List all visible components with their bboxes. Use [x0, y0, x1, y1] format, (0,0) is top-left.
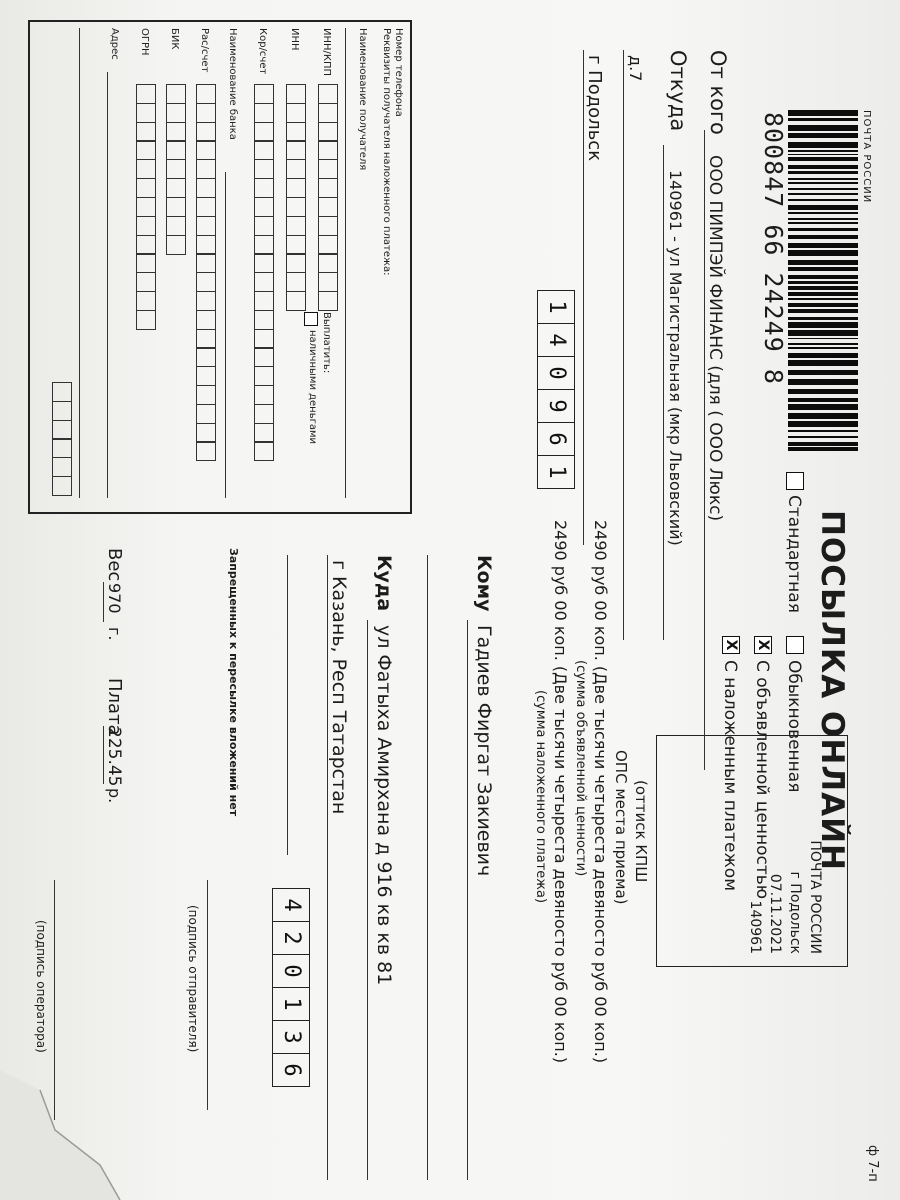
grid-cell[interactable]	[254, 103, 274, 123]
operator-signature-caption: (подпись оператора)	[34, 920, 48, 1053]
grid-cell[interactable]	[286, 291, 306, 311]
grid-cell[interactable]	[136, 197, 156, 217]
standard-label: Стандартная	[784, 495, 804, 613]
inn-label: ИНН	[289, 28, 300, 51]
grid-cell[interactable]	[318, 84, 338, 104]
weight-line	[103, 582, 104, 622]
grid-cell[interactable]	[286, 253, 306, 273]
stamp-index: 140961	[747, 900, 763, 954]
raschet-grid[interactable]	[196, 84, 216, 460]
recipient-name-line	[345, 28, 346, 498]
torn-corner	[0, 1070, 160, 1200]
phone-label: Номер телефона	[393, 28, 404, 117]
grid-cell[interactable]	[136, 216, 156, 236]
grid-cell[interactable]	[166, 159, 186, 179]
barcode-number: 800847 66 24249 8	[759, 112, 788, 385]
grid-cell[interactable]	[286, 235, 306, 255]
origin-address-1: 140961 - ул Магистральная (мкр Львовский)	[666, 170, 685, 546]
grid-cell[interactable]	[136, 159, 156, 179]
from-postcode-digit: 6	[538, 423, 574, 456]
sender-signature-caption: (подпись отправителя)	[186, 905, 200, 1053]
origin-label: Откуда	[666, 50, 690, 132]
standard-checkbox[interactable]	[786, 472, 804, 490]
declared-value-caption: (сумма объявленной ценности)	[573, 660, 588, 877]
grid-cell[interactable]	[196, 366, 216, 386]
grid-cell[interactable]	[136, 235, 156, 255]
grid-cell[interactable]	[196, 197, 216, 217]
innkpp-label: ИНН/КПП	[321, 28, 332, 77]
grid-cell[interactable]	[196, 140, 216, 160]
grid-cell[interactable]	[136, 310, 156, 330]
from-postcode-digit: 1	[544, 465, 569, 479]
grid-cell[interactable]	[318, 140, 338, 160]
grid-cell[interactable]	[254, 423, 274, 443]
pay-label: Выплатить:	[321, 312, 332, 374]
to-postcode-digit: 1	[273, 988, 309, 1021]
to-line-2	[427, 555, 428, 1180]
grid-cell[interactable]	[166, 178, 186, 198]
grid-cell[interactable]	[254, 197, 274, 217]
grid-cell[interactable]	[318, 122, 338, 142]
grid-cell[interactable]	[52, 438, 72, 458]
grid-cell[interactable]	[52, 457, 72, 477]
grid-cell[interactable]	[286, 216, 306, 236]
grid-cell[interactable]	[166, 84, 186, 104]
grid-cell[interactable]	[196, 310, 216, 330]
grid-cell[interactable]	[196, 272, 216, 292]
address-line-2	[79, 28, 80, 498]
cash-label: наличными деньгами	[307, 330, 318, 445]
origin-line-1	[663, 145, 664, 640]
address-index-grid[interactable]	[52, 382, 72, 495]
grid-cell[interactable]	[286, 197, 306, 217]
grid-cell[interactable]	[318, 272, 338, 292]
weight-value: 970	[105, 583, 124, 614]
fee-label: Плата	[104, 678, 125, 736]
grid-cell[interactable]	[196, 235, 216, 255]
dest-label: Куда	[373, 555, 395, 612]
origin-line-2	[623, 50, 624, 640]
grid-cell[interactable]	[286, 178, 306, 198]
grid-cell[interactable]	[196, 441, 216, 461]
to-postcode	[272, 888, 310, 1087]
from-postcode-digit: 0	[538, 357, 574, 390]
carrier-caption: ПОЧТА РОССИИ	[861, 110, 872, 204]
grid-cell[interactable]	[196, 385, 216, 405]
grid-cell[interactable]	[254, 159, 274, 179]
grid-cell[interactable]	[254, 404, 274, 424]
grid-cell[interactable]	[136, 140, 156, 160]
declared-value-amount: 2490 руб 00 коп. (Две тысячи четыреста девяносто руб 00 коп.)	[591, 520, 610, 1064]
raschet-label: Рас/счет	[199, 28, 210, 73]
korschet-grid[interactable]	[254, 84, 274, 460]
grid-cell[interactable]	[166, 103, 186, 123]
grid-cell[interactable]	[166, 197, 186, 217]
stamp-box	[656, 735, 848, 967]
from-postcode-digit: 9	[538, 390, 574, 423]
grid-cell[interactable]	[196, 178, 216, 198]
grid-cell[interactable]	[286, 272, 306, 292]
from-label: От кого	[706, 50, 730, 135]
to-line-5	[287, 555, 288, 855]
bank-name-label: Наименование банка	[227, 28, 238, 140]
grid-cell[interactable]	[136, 178, 156, 198]
grid-cell[interactable]	[136, 103, 156, 123]
grid-cell[interactable]	[196, 122, 216, 142]
grid-cell[interactable]	[254, 178, 274, 198]
grid-cell[interactable]	[254, 291, 274, 311]
grid-cell[interactable]	[52, 401, 72, 421]
declared-value-label: С объявленной ценностью	[752, 660, 772, 900]
grid-cell[interactable]	[166, 140, 186, 160]
fee-value: 225.45	[104, 727, 124, 787]
cod-checkbox[interactable]: X	[722, 636, 740, 654]
grid-cell[interactable]	[254, 140, 274, 160]
from-postcode-digit: 1	[538, 291, 574, 324]
to-line-1	[467, 620, 468, 1180]
barcode-bar	[788, 447, 858, 451]
from-name: ООО ПИМПЭЙ ФИНАНС (для ( ООО Люкс)	[705, 155, 725, 522]
ordinary-label: Обыкновенная	[784, 660, 804, 793]
barcode	[788, 110, 858, 455]
weight-label: Вес	[104, 548, 125, 582]
grid-cell[interactable]	[318, 291, 338, 311]
grid-cell[interactable]	[254, 366, 274, 386]
grid-cell[interactable]	[286, 84, 306, 104]
to-address-1: ул Фатыха Амирхана д 916 кв кв 81	[373, 625, 395, 986]
to-address-2: г Казань, Респ Татарстан	[328, 560, 350, 815]
grid-cell[interactable]	[166, 216, 186, 236]
grid-cell[interactable]	[318, 253, 338, 273]
to-label: Кому	[473, 555, 495, 612]
address-line-1	[107, 72, 108, 498]
grid-cell[interactable]	[286, 140, 306, 160]
grid-cell[interactable]	[136, 291, 156, 311]
grid-cell[interactable]	[166, 235, 186, 255]
to-name: Гадиев Фиргат Закиевич	[473, 625, 495, 877]
to-postcode-digit: 4	[273, 889, 309, 922]
sender-signature-line	[207, 880, 208, 1110]
grid-cell[interactable]	[254, 310, 274, 330]
cash-checkbox[interactable]	[304, 312, 318, 326]
grid-cell[interactable]	[136, 84, 156, 104]
grid-cell[interactable]	[196, 84, 216, 104]
grid-cell[interactable]	[136, 253, 156, 273]
to-postcode-digit: 2	[273, 922, 309, 955]
from-postcode-digit: 4	[538, 324, 574, 357]
grid-cell[interactable]	[318, 197, 338, 217]
grid-cell[interactable]	[254, 235, 274, 255]
ogrn-grid[interactable]	[136, 84, 156, 329]
stamp-caption-2: ОПС места приема)	[612, 750, 630, 905]
origin-address-2: д.7	[626, 55, 645, 82]
grid-cell[interactable]	[136, 272, 156, 292]
grid-cell[interactable]	[52, 382, 72, 402]
stamp-date: 07.11.2021	[767, 873, 783, 954]
grid-cell[interactable]	[196, 404, 216, 424]
grid-cell[interactable]	[286, 103, 306, 123]
grid-cell[interactable]	[254, 329, 274, 349]
grid-cell[interactable]	[254, 385, 274, 405]
to-postcode-digit: 0	[273, 955, 309, 988]
recipient-name-label: Наименование получателя	[357, 28, 368, 171]
grid-cell[interactable]	[254, 441, 274, 461]
grid-cell[interactable]	[196, 291, 216, 311]
cod-label: С наложенным платежом	[720, 660, 740, 892]
ogrn-label: ОГРН	[139, 28, 150, 56]
grid-cell[interactable]	[136, 122, 156, 142]
cod-details-box	[28, 20, 412, 514]
grid-cell[interactable]	[286, 122, 306, 142]
grid-cell[interactable]	[254, 272, 274, 292]
grid-cell[interactable]	[196, 253, 216, 273]
grid-cell[interactable]	[254, 253, 274, 273]
to-postcode-digit: 6	[279, 1063, 304, 1077]
grid-cell[interactable]	[196, 423, 216, 443]
stamp-carrier: ПОЧТА РОССИИ	[807, 840, 823, 954]
form-code: ф 7-п	[865, 1145, 880, 1182]
bik-label: БИК	[169, 28, 180, 50]
grid-cell[interactable]	[318, 103, 338, 123]
to-line-3	[367, 620, 368, 1180]
innkpp-grid[interactable]	[318, 84, 338, 310]
grid-cell[interactable]	[196, 103, 216, 123]
grid-cell[interactable]	[196, 329, 216, 349]
bank-name-line	[225, 172, 226, 498]
stamp-city: г Подольск	[787, 871, 803, 954]
inn-grid[interactable]	[286, 84, 306, 310]
from-postcode	[537, 290, 575, 489]
grid-cell[interactable]	[52, 420, 72, 440]
form-title: ПОСЫЛКА ОНЛАЙН	[814, 510, 850, 871]
grid-cell[interactable]	[254, 84, 274, 104]
address-label: Адрес	[109, 28, 120, 60]
declared-value-checkbox[interactable]: X	[754, 636, 772, 654]
stamp-caption-1: (оттиск КПШ	[632, 780, 650, 883]
grid-cell[interactable]	[318, 235, 338, 255]
to-postcode-digit: 3	[273, 1021, 309, 1054]
origin-city: г Подольск	[584, 55, 605, 162]
grid-cell[interactable]	[254, 216, 274, 236]
grid-cell[interactable]	[196, 216, 216, 236]
grid-cell[interactable]	[318, 178, 338, 198]
grid-cell[interactable]	[166, 122, 186, 142]
grid-cell[interactable]	[52, 476, 72, 496]
grid-cell[interactable]	[254, 347, 274, 367]
ordinary-checkbox[interactable]	[786, 636, 804, 654]
korschet-label: Кор/счет	[257, 28, 268, 75]
requisites-label: Реквизиты получателя наложенного платежа:	[381, 28, 392, 276]
cod-amount-caption: (сумма наложенного платежа)	[533, 690, 548, 904]
prohibited-note: Запрещенных к пересылке вложений нет	[227, 548, 240, 817]
bik-grid[interactable]	[166, 84, 186, 253]
grid-cell[interactable]	[286, 159, 306, 179]
grid-cell[interactable]	[196, 347, 216, 367]
weight-unit: г.	[105, 627, 124, 641]
grid-cell[interactable]	[196, 159, 216, 179]
grid-cell[interactable]	[254, 122, 274, 142]
grid-cell[interactable]	[318, 216, 338, 236]
grid-cell[interactable]	[318, 159, 338, 179]
cod-amount: 2490 руб 00 коп. (Две тысячи четыреста девяносто руб 00 коп.)	[551, 520, 570, 1064]
fee-unit: р.	[105, 788, 124, 804]
